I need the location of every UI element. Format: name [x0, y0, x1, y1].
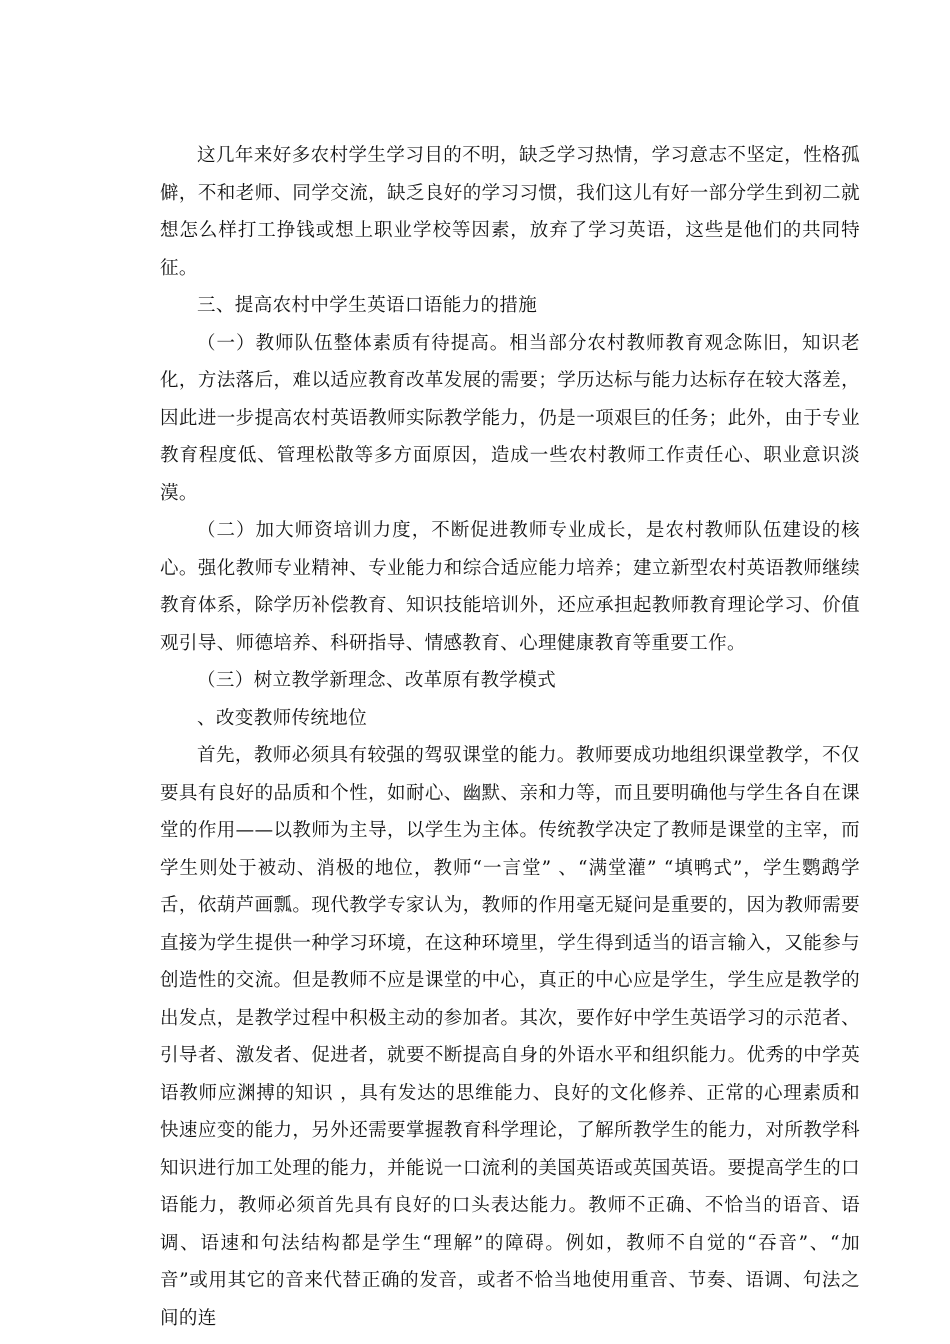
- section-heading-measures: 三、提高农村中学生英语口语能力的措施: [197, 295, 538, 316]
- subsection-heading-new-concepts: （三）树立教学新理念、改革原有教学模式: [197, 670, 557, 691]
- paragraph-student-traits: 这几年来好多农村学生学习目的不明，缺乏学习热情，学习意志不坚定，性格孤僻，不和老师、同学交流，缺乏良好的学习习惯，我们这儿有好一部分学生到初二就想怎么样打工挣钱或想上职业学校等因素，放弃了学习英语，这些是他们的共同特征。: [160, 145, 860, 279]
- paragraph-classroom-control: 首先，教师必须具有较强的驾驭课堂的能力。教师要成功地组织课堂教学，不仅要具有良好的品质和个性，如耐心、幽默、亲和力等，而且要明确他与学生各自在课堂的作用——以教师为主导，以学生为主体。传统教学决定了教师是课堂的主宰，而学生则处于被动、消极的地位，教师“一言堂” 、“满堂灌” “填鸭式”，学生鹦鹉学舌，依葫芦画瓢。现代教学专家认为，教师的作用毫无疑问是重要的，因为教师需要直接为学生提供一种学习环境，在这种环境里，学生得到适当的语言输入，又能参与创造性的交流。但是教师不应是课堂的中心，真正的中心应是学生，学生应是教学的出发点，是教学过程中积极主动的参加者。其次，要作好中学生英语学习的示范者、引导者、激发者、促进者，就要不断提高自身的外语水平和组织能力。优秀的中学英语教师应渊搏的知识 ，具有发达的思维能力、良好的文化修养、正常的心理素质和快速应变的能力，另外还需要掌握教育科学理论，了解所教学生的能力，对所教学科知识进行加工处理的能力，并能说一口流利的美国英语或英国英语。要提高学生的口语能力，教师必须首先具有良好的口头表达能力。教师不正确、不恰当的语音、语调、语速和句法结构都是学生“理解”的障碍。例如，教师不自觉的“吞音”、“加音”或用其它的音来代替正确的发音，或者不恰当地使用重音、节奏、语调、句法之间的连: [160, 745, 860, 1329]
- paragraph-teacher-training: （二）加大师资培训力度，不断促进教师专业成长，是农村教师队伍建设的核心。强化教师专业精神、专业能力和综合适应能力培养；建立新型农村英语教师继续教育体系，除学历补偿教育、知识技能培训外，还应承担起教师教育理论学习、价值观引导、师德培养、科研指导、情感教育、心理健康教育等重要工作。: [160, 520, 860, 654]
- document-body: [160, 137, 860, 1337]
- paragraph-teacher-quality: （一）教师队伍整体素质有待提高。相当部分农村教师教育观念陈旧，知识老化，方法落后，难以适应教育改革发展的需要；学历达标与能力达标存在较大落差，因此进一步提高农村英语教师实际教学能力，仍是一项艰巨的任务；此外，由于专业教育程度低、管理松散等多方面原因，造成一些农村教师工作责任心、职业意识淡漠。: [160, 332, 860, 504]
- subsection-heading-teacher-role: 、改变教师传统地位: [197, 707, 368, 729]
